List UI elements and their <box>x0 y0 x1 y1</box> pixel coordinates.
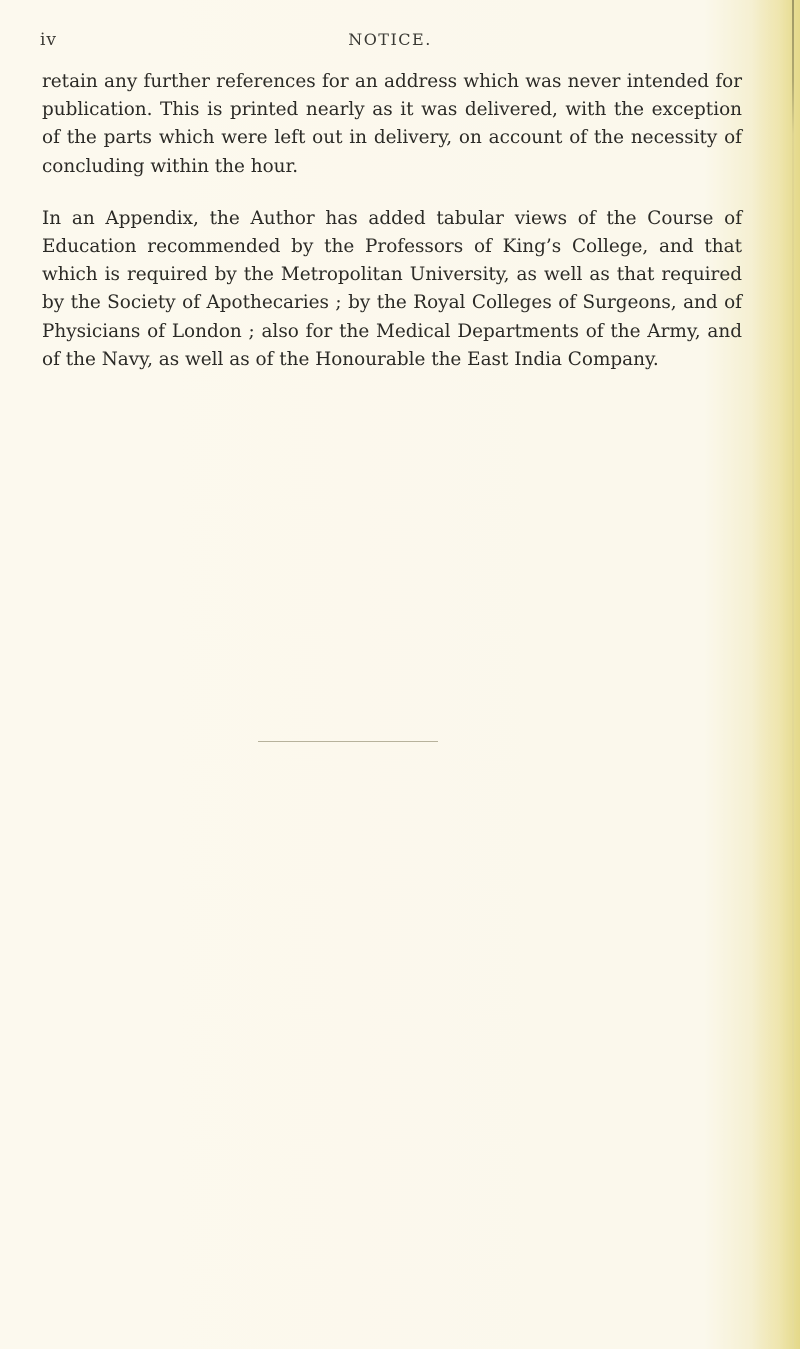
running-header <box>40 30 740 54</box>
paragraph: In an Appendix, the Author has added tabular views of the Course of Education recommended by the Professors of King’s College, and that which is required by the Metropolitan University, as well as that required by the Society of Apothecaries ; by the Royal Colleges of Surgeons, and of Physicians of London ; also for the Medical Departments of the Army, and of the Navy, as well as of the Honourable the East India Company. <box>42 207 742 370</box>
page-number: iv <box>40 30 58 50</box>
page-edge-line <box>792 0 794 1349</box>
running-title: NOTICE. <box>348 30 432 49</box>
paragraph: retain any further references for an address which was never intended for publication. This is printed nearly as it was delivered, with the exception of the parts which were left out in delivery, on account of the necessity of concluding within the hour. <box>42 71 742 177</box>
section-divider <box>258 741 438 742</box>
body-text <box>42 68 742 374</box>
